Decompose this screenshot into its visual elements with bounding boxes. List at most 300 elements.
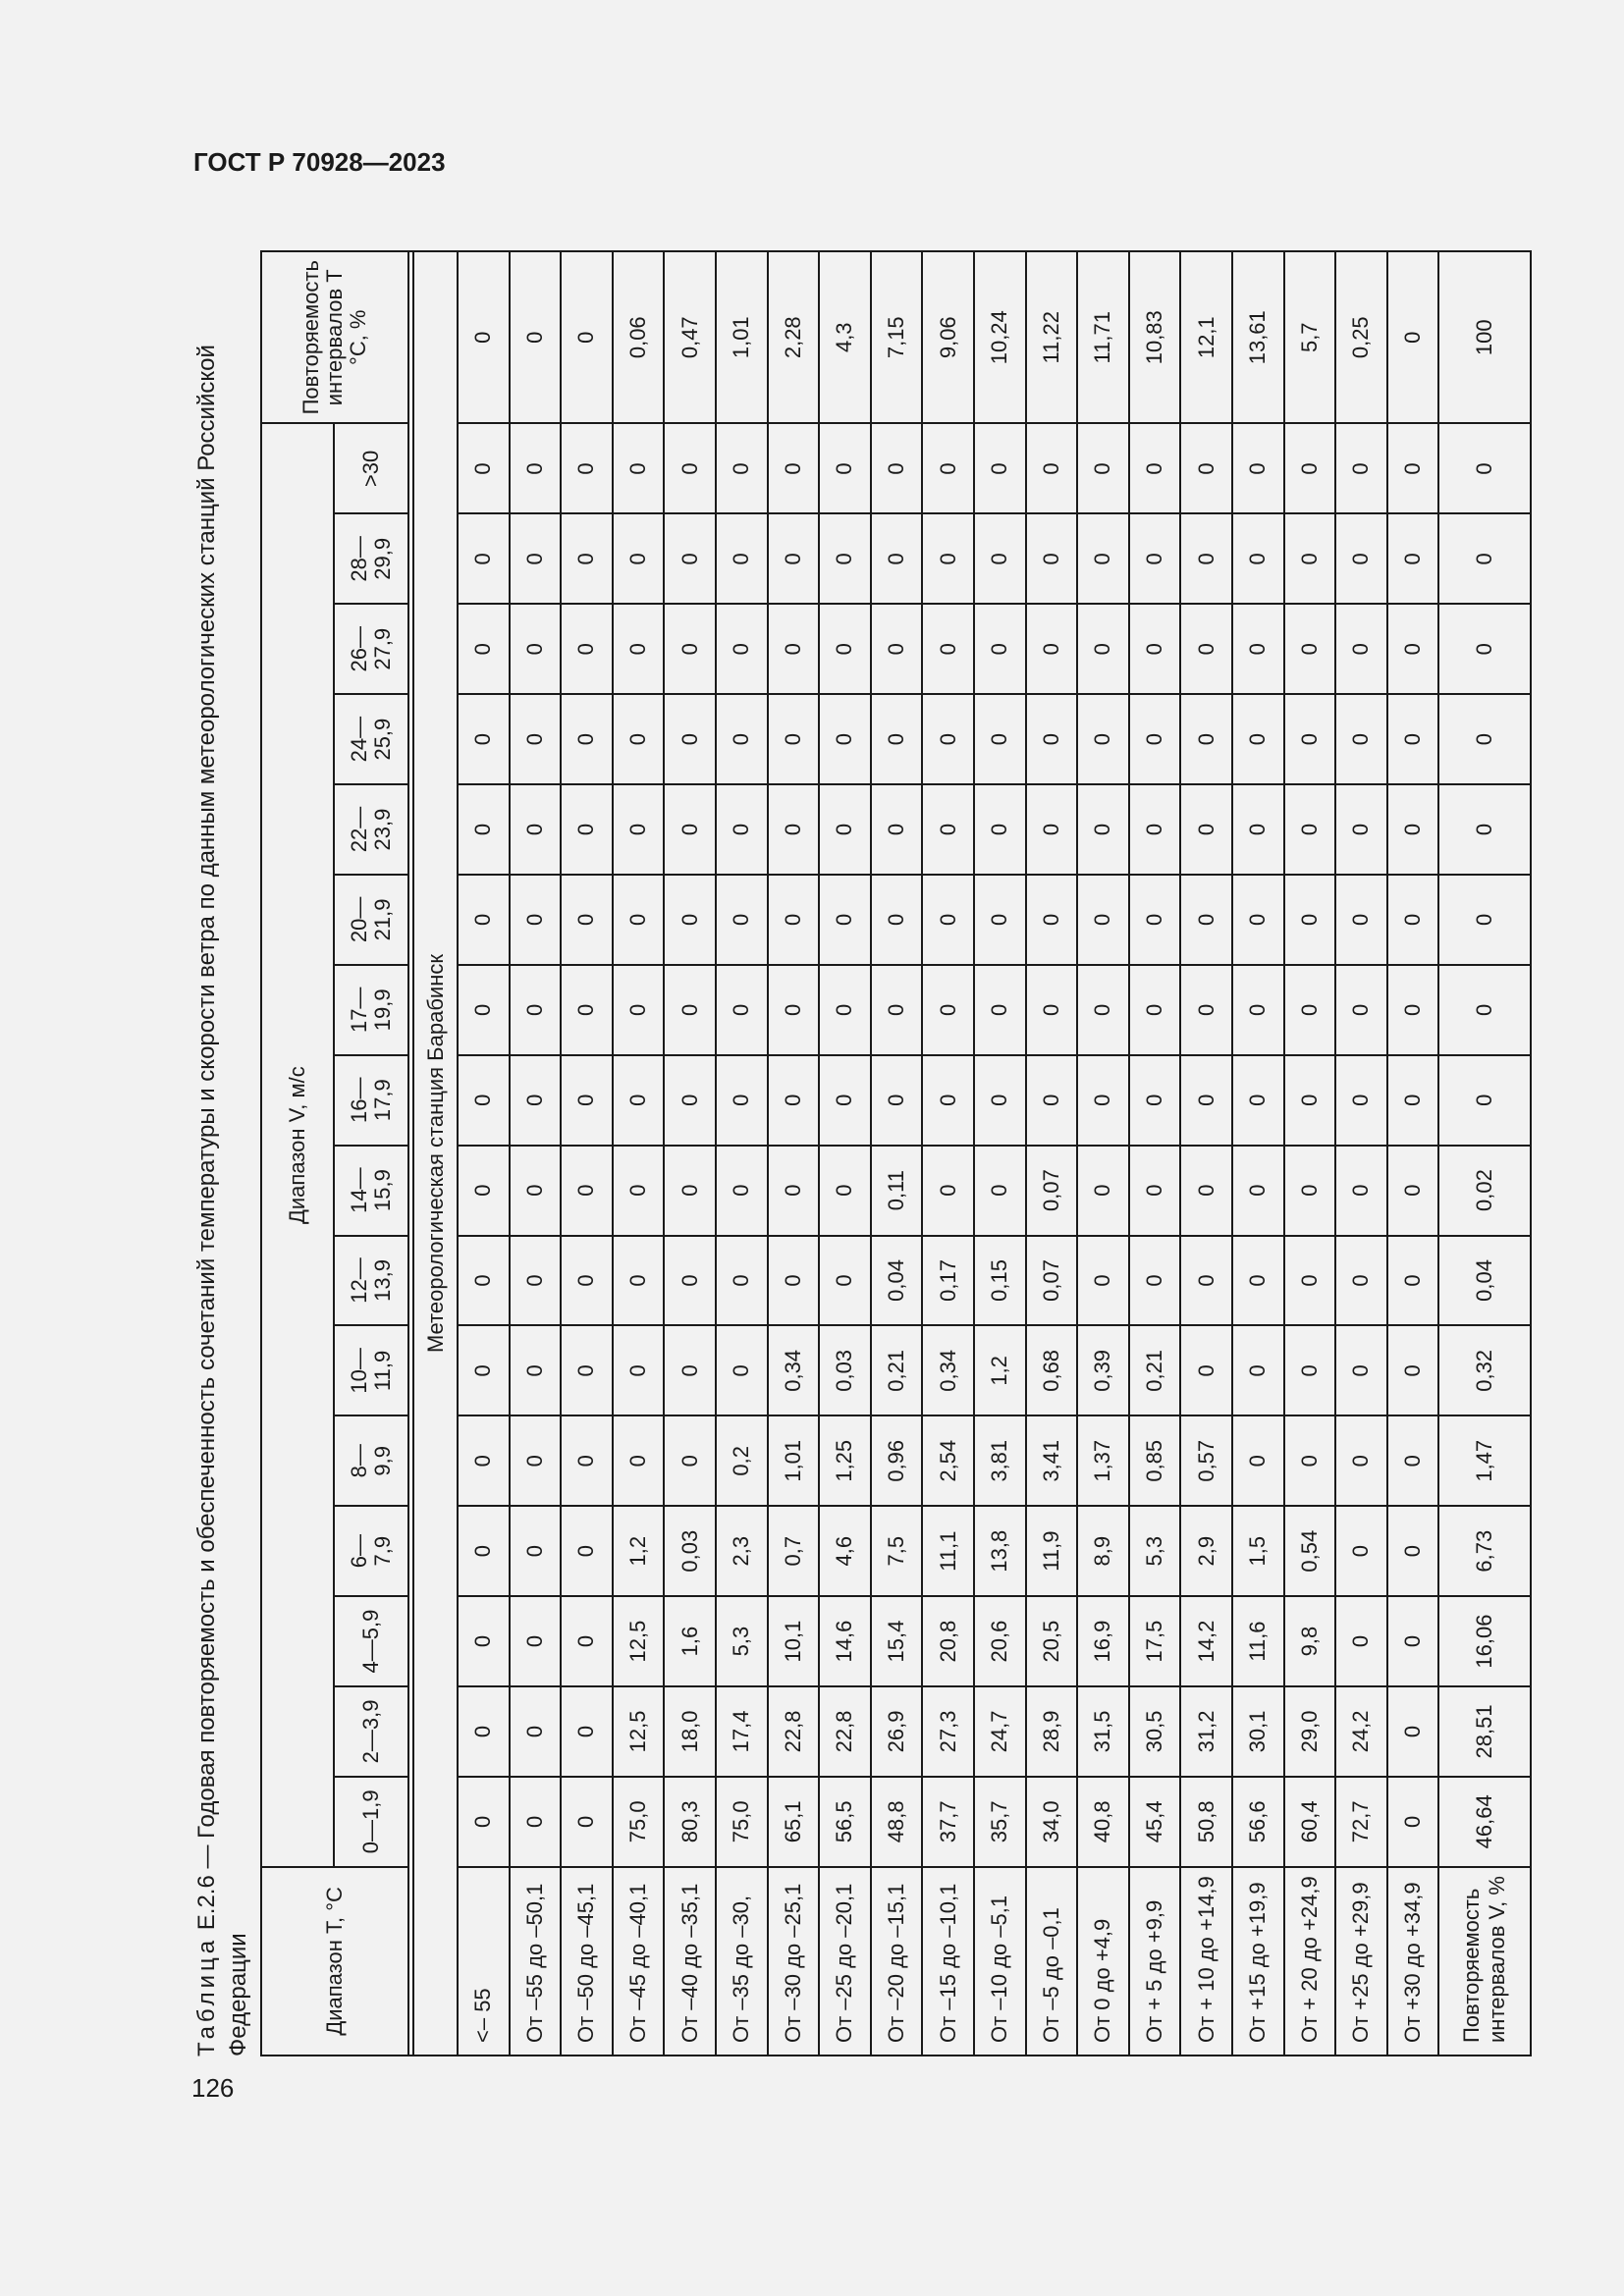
wind-range-header: 24— 25,9 [334,694,408,784]
table-cell: 0 [613,965,665,1055]
total-cell: 28,51 [1438,1686,1531,1777]
table-cell: 0 [458,604,510,694]
table-cell: 0 [1387,1777,1439,1867]
table-cell: 0 [1232,1146,1284,1236]
table-cell: 0 [1129,513,1181,604]
table-cell: 0 [1387,1596,1439,1686]
table-cell: 0 [1387,694,1439,784]
table-cell: 0 [613,423,665,513]
station-name: Метеорологическая станция Барабинск [413,251,458,2056]
table-cell: 0 [1387,875,1439,965]
table-cell: 0,11 [871,1146,923,1236]
table-cell: 0,07 [1026,1146,1078,1236]
table-cell: 0,21 [871,1325,923,1415]
table-cell: 0 [1077,1236,1129,1326]
table-cell: 80,3 [664,1777,716,1867]
table-cell: 0 [922,604,974,694]
table-cell: 0 [1180,1146,1232,1236]
total-cell: 0 [1438,604,1531,694]
table-cell: 5,3 [716,1596,768,1686]
table-cell: 0 [1284,604,1336,694]
table-cell: 0 [819,694,871,784]
data-table [260,250,1532,2056]
table-cell: 0 [664,965,716,1055]
table-cell: 0 [1335,965,1387,1055]
table-cell: 0 [510,1325,562,1415]
table-cell: 0 [1284,875,1336,965]
table-cell: 0 [1335,784,1387,875]
table-cell: 11,1 [922,1506,974,1596]
wind-range-header: 4—5,9 [334,1596,408,1686]
table-cell: 0,06 [613,251,665,423]
table-cell: 0 [716,694,768,784]
table-cell: 0,03 [819,1325,871,1415]
table-cell: 0 [1129,604,1181,694]
table-cell: 3,81 [974,1415,1026,1506]
table-cell: 48,8 [871,1777,923,1867]
table-cell: 17,5 [1129,1596,1181,1686]
table-cell: 0 [716,1146,768,1236]
table-row [1232,251,1284,2056]
table-cell: 0 [561,1596,613,1686]
table-cell: 12,5 [613,1686,665,1777]
table-cell: 1,01 [716,251,768,423]
table-cell: 0 [458,784,510,875]
table-cell: 0 [664,423,716,513]
table-cell: 9,06 [922,251,974,423]
table-cell: 1,25 [819,1415,871,1506]
table-cell: 0 [1180,875,1232,965]
table-cell: 0 [561,784,613,875]
table-cell: 0 [458,1506,510,1596]
table-cell: 0 [1232,604,1284,694]
table-row [1077,251,1129,2056]
table-cell: 0 [561,423,613,513]
table-cell: 1,6 [664,1596,716,1686]
table-cell: 0 [458,965,510,1055]
table-cell: 0 [922,694,974,784]
row-label: От + 20 до +24,9 [1284,1867,1336,2056]
table-cell: 0 [1335,1506,1387,1596]
table-cell: 0 [1335,1236,1387,1326]
table-cell: 0 [510,1415,562,1506]
table-cell: 0 [974,604,1026,694]
table-cell: 45,4 [1129,1777,1181,1867]
wind-range-header: 14— 15,9 [334,1146,408,1236]
table-cell: 0 [458,423,510,513]
table-cell: 0 [768,784,820,875]
table-cell: 0 [1232,875,1284,965]
table-cell: 0 [974,694,1026,784]
table-cell: 0 [1026,784,1078,875]
table-cell: 0 [561,1777,613,1867]
row-label: От +15 до +19,9 [1232,1867,1284,2056]
table-cell: 0 [768,423,820,513]
table-cell: 0 [1387,513,1439,604]
table-cell: 0 [1335,875,1387,965]
table-cell: 0 [1077,784,1129,875]
table-cell: 0 [871,965,923,1055]
table-cell: 0 [613,875,665,965]
table-cell: 0 [1335,513,1387,604]
table-cell: 2,28 [768,251,820,423]
table-cell: 0,57 [1180,1415,1232,1506]
table-cell: 0 [613,604,665,694]
table-cell: 0,21 [1129,1325,1181,1415]
wind-range-header: 22— 23,9 [334,784,408,875]
table-row [613,251,665,2056]
table-cell: 0 [1284,1415,1336,1506]
table-cell: 0 [1232,423,1284,513]
table-cell: 0 [664,604,716,694]
table-cell: 0 [1077,423,1129,513]
table-cell: 0 [510,1506,562,1596]
table-cell: 0 [922,423,974,513]
table-cell: 0 [1077,965,1129,1055]
wind-range-header: 8— 9,9 [334,1415,408,1506]
table-row [458,251,510,2056]
row-label: От –15 до –10,1 [922,1867,974,2056]
table-cell: 0 [1129,965,1181,1055]
table-cell: 0 [510,1596,562,1686]
table-cell: 0 [1387,1236,1439,1326]
total-cell: 0 [1438,965,1531,1055]
table-cell: 20,6 [974,1596,1026,1686]
table-cell: 0 [664,1146,716,1236]
wind-range-header: 10— 11,9 [334,1325,408,1415]
table-cell: 0 [458,1686,510,1777]
table-cell: 0 [819,875,871,965]
table-cell: 0 [458,1146,510,1236]
total-cell: 16,06 [1438,1596,1531,1686]
table-cell: 0 [458,1596,510,1686]
table-cell: 0 [510,1686,562,1777]
table-cell: 0 [664,513,716,604]
table-cell: 0 [1284,965,1336,1055]
row-label: От –50 до –45,1 [561,1867,613,2056]
table-cell: 56,6 [1232,1777,1284,1867]
row-label: От –45 до –40,1 [613,1867,665,2056]
table-cell: 9,8 [1284,1596,1336,1686]
table-cell: 20,8 [922,1596,974,1686]
total-cell: 100 [1438,251,1531,423]
table-cell: 0 [458,1055,510,1146]
table-cell: 0 [1180,784,1232,875]
total-cell: 46,64 [1438,1777,1531,1867]
table-cell: 0 [922,875,974,965]
table-cell: 2,3 [716,1506,768,1596]
table-cell: 31,5 [1077,1686,1129,1777]
table-cell: 0 [664,1325,716,1415]
table-cell: 0 [1232,1325,1284,1415]
table-cell: 22,8 [768,1686,820,1777]
row-label: От –5 до –0,1 [1026,1867,1078,2056]
table-cell: 0 [871,784,923,875]
table-cell: 0 [1129,1236,1181,1326]
table-cell: 0 [1129,1146,1181,1236]
table-cell: 0 [561,1686,613,1777]
table-cell: 0 [561,965,613,1055]
table-cell: 34,0 [1026,1777,1078,1867]
wind-range-header: 16— 17,9 [334,1055,408,1146]
table-cell: 17,4 [716,1686,768,1777]
table-row [1180,251,1232,2056]
table-cell: 0 [974,784,1026,875]
table-cell: 0 [561,1506,613,1596]
table-cell: 0 [819,1236,871,1326]
document-header: ГОСТ Р 70928—2023 [193,147,446,177]
table-cell: 0 [1180,1055,1232,1146]
table-cell: 35,7 [974,1777,1026,1867]
table-row [1335,251,1387,2056]
table-cell: 0 [664,1236,716,1326]
table-cell: 0 [1284,694,1336,784]
table-cell: 10,83 [1129,251,1181,423]
table-cell: 0 [664,784,716,875]
table-cell: 0 [819,423,871,513]
table-cell: 7,15 [871,251,923,423]
row-label: От –40 до –35,1 [664,1867,716,2056]
table-cell: 0 [1232,1415,1284,1506]
wind-speed-group-header: Диапазон V, м/с [261,423,334,1866]
table-row [871,251,923,2056]
table-cell: 0 [458,875,510,965]
table-cell: 0,7 [768,1506,820,1596]
table-cell: 0 [1026,694,1078,784]
table-cell: 0 [768,965,820,1055]
table-cell: 0 [922,513,974,604]
table-cell: 0 [510,1236,562,1326]
table-cell: 0 [974,965,1026,1055]
table-cell: 15,4 [871,1596,923,1686]
wind-range-header: >30 [334,423,408,513]
row-label: От –30 до –25,1 [768,1867,820,2056]
table-cell: 0 [1077,1055,1129,1146]
table-cell: 0 [1387,604,1439,694]
table-cell: 0 [1232,784,1284,875]
table-cell: 37,7 [922,1777,974,1867]
table-cell: 0 [716,784,768,875]
table-cell: 0 [1387,1506,1439,1596]
table-cell: 4,6 [819,1506,871,1596]
table-cell: 24,2 [1335,1686,1387,1777]
table-cell: 0 [1335,604,1387,694]
table-cell: 30,5 [1129,1686,1181,1777]
table-cell: 0 [1284,784,1336,875]
table-cell: 0 [819,1055,871,1146]
table-cell: 31,2 [1180,1686,1232,1777]
station-row [413,251,458,2056]
table-cell: 0 [768,694,820,784]
table-cell: 0 [1026,513,1078,604]
table-cell: 0 [1232,513,1284,604]
table-cell: 0 [768,1055,820,1146]
table-cell: 0 [1232,965,1284,1055]
table-cell: 0,47 [664,251,716,423]
table-cell: 0 [1180,1236,1232,1326]
table-cell: 0 [1026,965,1078,1055]
table-cell: 0,85 [1129,1415,1181,1506]
table-cell: 1,2 [613,1506,665,1596]
table-cell: 11,6 [1232,1596,1284,1686]
table-cell: 0 [1232,1236,1284,1326]
table-cell: 2,9 [1180,1506,1232,1596]
table-cell: 0 [561,1146,613,1236]
row-label: От + 10 до +14,9 [1180,1867,1232,2056]
table-cell: 0 [1335,1325,1387,1415]
table-cell: 26,9 [871,1686,923,1777]
total-row-label: Повторяемость интервалов V, % [1438,1867,1531,2056]
row-label: От –25 до –20,1 [819,1867,871,2056]
table-cell: 72,7 [1335,1777,1387,1867]
table-cell: 0 [716,604,768,694]
table-caption [191,270,254,2056]
table-cell: 0 [1387,784,1439,875]
wind-range-header: 20— 21,9 [334,875,408,965]
table-header-row-1 [261,251,334,2056]
table-cell: 0,15 [974,1236,1026,1326]
table-cell: 24,7 [974,1686,1026,1777]
table-cell: 0,04 [871,1236,923,1326]
table-cell: 0 [716,875,768,965]
table-cell: 0 [768,604,820,694]
total-cell: 0 [1438,423,1531,513]
table-cell: 0 [1129,1055,1181,1146]
table-cell: 40,8 [1077,1777,1129,1867]
row-label: От –10 до –5,1 [974,1867,1026,2056]
total-cell: 6,73 [1438,1506,1531,1596]
table-cell: 0 [1129,423,1181,513]
caption-prefix: Таблица [193,1936,220,2056]
table-cell: 0 [458,1415,510,1506]
table-cell: 0 [613,694,665,784]
rotated-table-frame [191,250,1510,2056]
table-cell: 0 [664,694,716,784]
table-cell: 8,9 [1077,1506,1129,1596]
table-row [768,251,820,2056]
table-cell: 0 [922,965,974,1055]
table-cell: 50,8 [1180,1777,1232,1867]
table-cell: 0 [871,604,923,694]
table-cell: 0 [871,694,923,784]
table-cell: 0 [1180,1325,1232,1415]
table-cell: 0 [458,1777,510,1867]
table-cell: 0 [664,1415,716,1506]
table-row [1387,251,1439,2056]
table-row [922,251,974,2056]
table-cell: 0 [561,251,613,423]
table-row [510,251,562,2056]
table-cell: 0 [1026,875,1078,965]
total-cell: 0,02 [1438,1146,1531,1236]
table-cell: 28,9 [1026,1686,1078,1777]
table-cell: 0 [1335,1596,1387,1686]
table-cell: 0 [1387,251,1439,423]
table-row [664,251,716,2056]
table-header-row-2 [334,251,408,2056]
total-cell: 1,47 [1438,1415,1531,1506]
table-cell: 5,3 [1129,1506,1181,1596]
table-cell: 0 [768,1236,820,1326]
table-cell: 0 [768,875,820,965]
table-cell: 0 [716,1236,768,1326]
table-cell: 16,9 [1077,1596,1129,1686]
row-label: От +25 до +29,9 [1335,1867,1387,2056]
table-cell: 0 [613,513,665,604]
total-cell: 0,04 [1438,1236,1531,1326]
table-cell: 0 [1335,1146,1387,1236]
table-cell: 0 [613,1236,665,1326]
table-cell: 0 [974,1146,1026,1236]
table-row [819,251,871,2056]
table-cell: 14,6 [819,1596,871,1686]
table-cell: 0,34 [768,1325,820,1415]
row-label: От 0 до +4,9 [1077,1867,1129,2056]
table-cell: 0 [1387,1055,1439,1146]
table-cell: 3,41 [1026,1415,1078,1506]
table-cell: 0 [510,513,562,604]
table-cell: 20,5 [1026,1596,1078,1686]
wind-range-header: 12— 13,9 [334,1236,408,1326]
table-cell: 0 [613,1415,665,1506]
table-cell: 0 [974,1055,1026,1146]
table-cell: 0 [716,423,768,513]
table-cell: 0 [1335,694,1387,784]
table-cell: 0,2 [716,1415,768,1506]
caption-text: Е.2.6 — Годовая повторяемость и обеспеченность сочетаний температуры и скорости ветра по данным метеорологических станций Российской Федерации [193,345,251,2056]
table-cell: 0 [664,1055,716,1146]
table-cell: 0 [1284,423,1336,513]
table-cell: 1,2 [974,1325,1026,1415]
table-cell: 0 [819,1146,871,1236]
total-cell: 0 [1438,784,1531,875]
total-cell: 0 [1438,513,1531,604]
table-cell: 0 [1077,694,1129,784]
table-cell: 14,2 [1180,1596,1232,1686]
table-cell: 13,61 [1232,251,1284,423]
table-cell: 60,4 [1284,1777,1336,1867]
table-cell: 18,0 [664,1686,716,1777]
table-row [974,251,1026,2056]
wind-range-header: 0—1,9 [334,1777,408,1867]
table-cell: 0 [1284,1055,1336,1146]
row-label: От + 5 до +9,9 [1129,1867,1181,2056]
table-cell: 0 [613,1325,665,1415]
wind-range-header: 26— 27,9 [334,604,408,694]
table-cell: 10,1 [768,1596,820,1686]
table-row [561,251,613,2056]
table-cell: 0,17 [922,1236,974,1326]
table-cell: 0 [458,694,510,784]
table-cell: 0 [1387,423,1439,513]
page-number: 126 [191,2073,235,2103]
table-cell: 0 [458,1236,510,1326]
wind-range-header: 17— 19,9 [334,965,408,1055]
table-cell: 0 [1232,694,1284,784]
table-cell: 0 [561,1236,613,1326]
table-cell: 0 [922,784,974,875]
table-cell: 0 [1077,1146,1129,1236]
table-cell: 30,1 [1232,1686,1284,1777]
table-cell: 0,96 [871,1415,923,1506]
table-cell: 0 [510,784,562,875]
table-cell: 0 [510,1055,562,1146]
table-cell: 0 [510,694,562,784]
table-row [1129,251,1181,2056]
table-cell: 0 [716,965,768,1055]
table-cell: 0,03 [664,1506,716,1596]
table-cell: 75,0 [716,1777,768,1867]
